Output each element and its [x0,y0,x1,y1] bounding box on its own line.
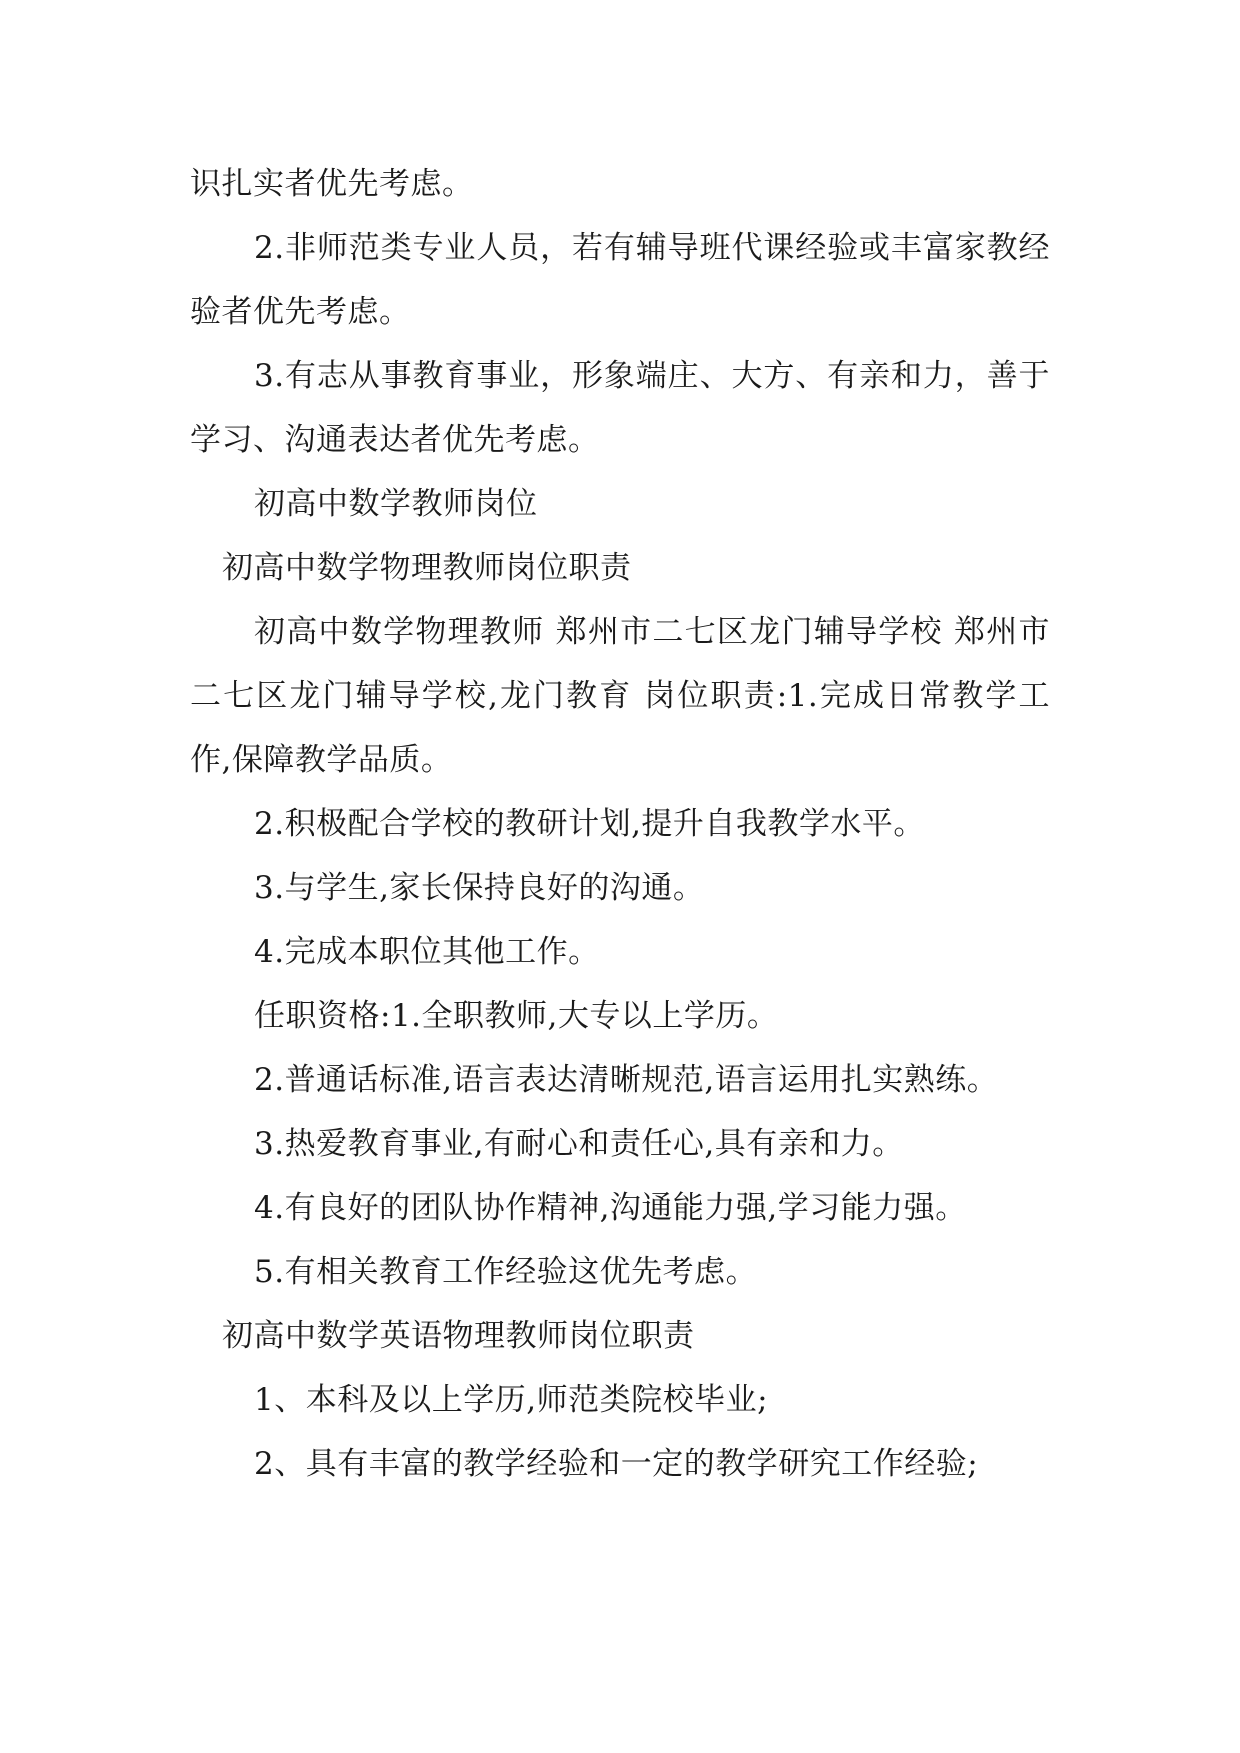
paragraph-requirement-experience: 2、具有丰富的教学经验和一定的教学研究工作经验; [254,1446,979,1482]
paragraph-requirement-2: 2.非师范类专业人员，若有辅导班代课经验或丰富家教经验者优先考虑。 [190,230,1050,330]
paragraph-qualification-5: 5.有相关教育工作经验这优先考虑。 [254,1254,758,1290]
paragraph-qualification-3: 3.热爱教育事业,有耐心和责任心,具有亲和力。 [254,1126,904,1162]
paragraph-qualification-1: 任职资格:1.全职教师,大专以上学历。 [254,998,779,1034]
paragraph-requirement-3: 3.有志从事教育事业，形象端庄、大方、有亲和力，善于学习、沟通表达者优先考虑。 [190,358,1050,458]
section-heading-math-teacher: 初高中数学教师岗位 [254,486,538,522]
paragraph-requirement-education: 1、本科及以上学历,师范类院校毕业; [254,1382,769,1418]
paragraph-duty-4: 4.完成本职位其他工作。 [254,934,600,970]
section-heading-math-english-physics-duties: 初高中数学英语物理教师岗位职责 [222,1318,695,1354]
paragraph-job-intro: 初高中数学物理教师 郑州市二七区龙门辅导学校 郑州市二七区龙门辅导学校,龙门教育 岗位职责:1.完成日常教学工作,保障教学品质。 [190,614,1050,778]
paragraph-qualification-4: 4.有良好的团队协作精神,沟通能力强,学习能力强。 [254,1190,967,1226]
paragraph-continuation: 识扎实者优先考虑。 [190,166,474,202]
document-body [190,152,1050,1496]
paragraph-duty-2: 2.积极配合学校的教研计划,提升自我教学水平。 [254,806,925,842]
paragraph-duty-3: 3.与学生,家长保持良好的沟通。 [254,870,705,906]
paragraph-qualification-2: 2.普通话标准,语言表达清晰规范,语言运用扎实熟练。 [254,1062,999,1098]
section-heading-math-physics-duties: 初高中数学物理教师岗位职责 [222,550,632,586]
